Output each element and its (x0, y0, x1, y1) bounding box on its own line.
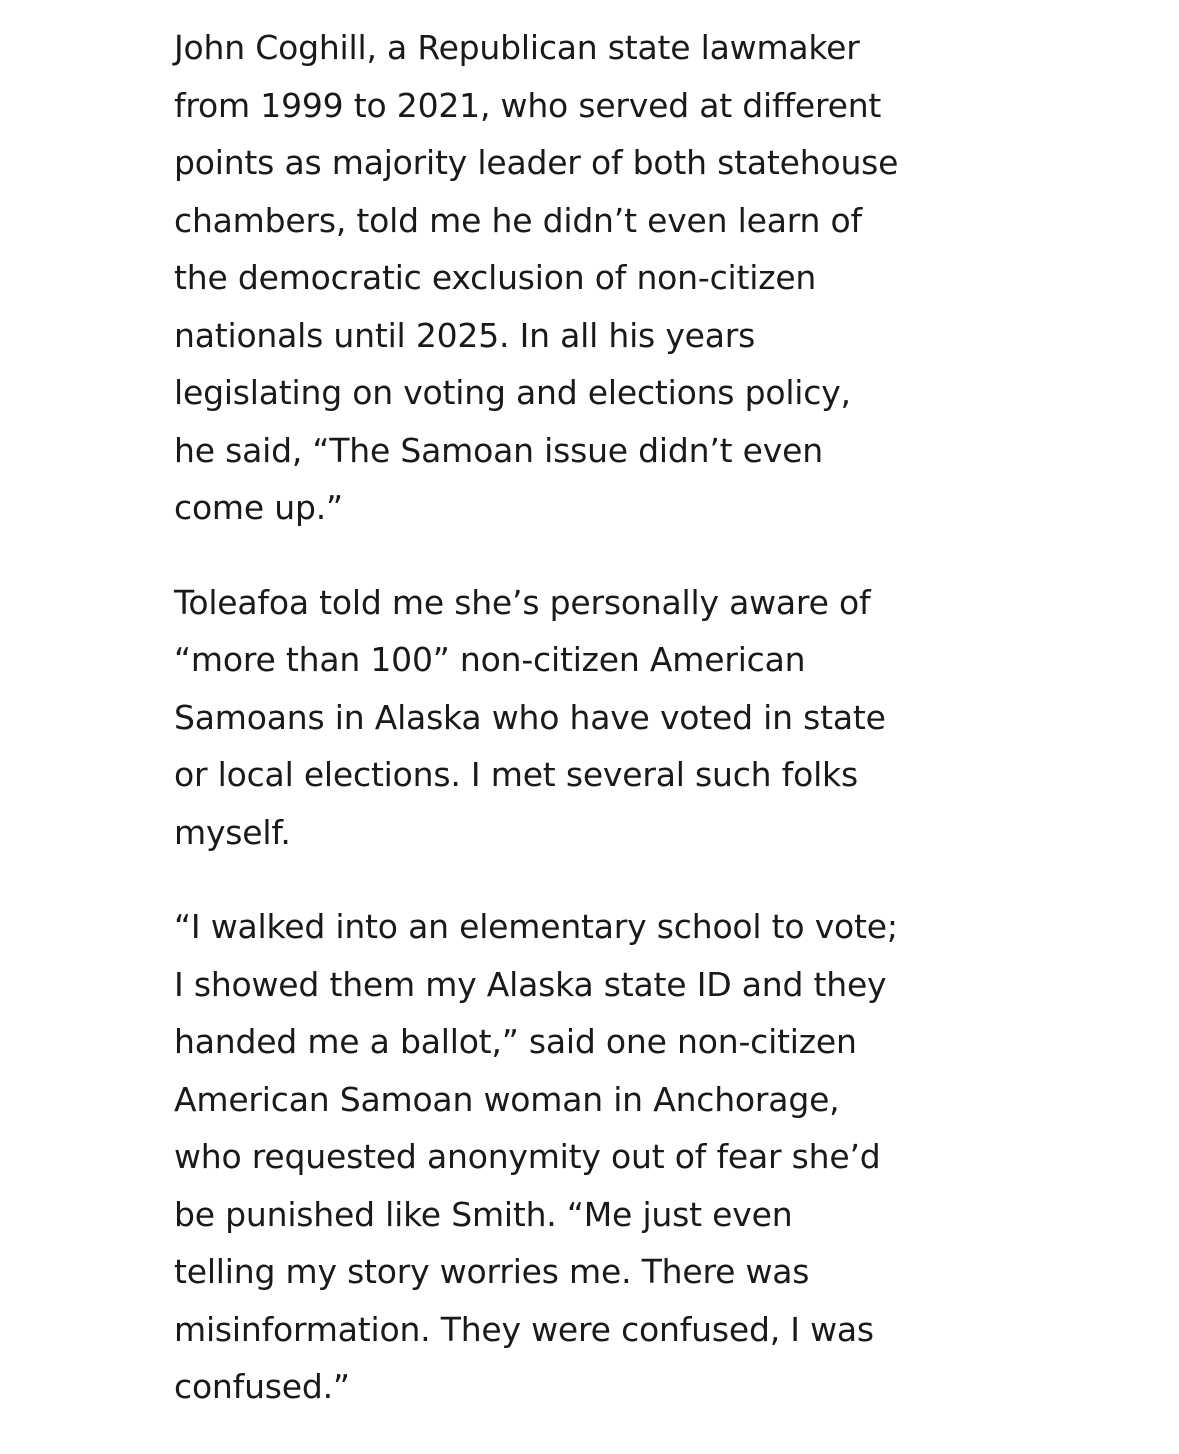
text-line: John Coghill, a Republican state lawmaker (174, 28, 860, 67)
text-line: chambers, told me he didn’t even learn of (174, 200, 862, 240)
text-line: “I walked into an elementary school to vote; (174, 907, 898, 946)
paragraph-quote-anchorage (174, 898, 954, 1416)
text-line: he said, “The Samoan issue didn’t even (174, 430, 823, 470)
text-line: from 1999 to 2021, who served at different (174, 85, 882, 125)
text-line: Samoans in Alaska who have voted in state (174, 697, 886, 737)
text-line: the democratic exclusion of non-citizen (174, 258, 817, 297)
text-line: myself. (174, 812, 291, 852)
article-body (174, 19, 954, 1416)
text-line: or local elections. I met several such folks (174, 755, 858, 794)
text-line: handed me a ballot,” said one non-citizen (174, 1022, 857, 1061)
paragraph-toleafoa (174, 574, 954, 862)
text-line: I showed them my Alaska state ID and they (174, 964, 887, 1004)
text-line: come up.” (174, 488, 343, 527)
text-line: be punished like Smith. “Me just even (174, 1194, 793, 1234)
text-line: “more than 100” non-citizen American (174, 640, 806, 679)
text-line: points as majority leader of both statehouse (174, 143, 899, 182)
paragraph-coghill (174, 19, 954, 537)
text-line: nationals until 2025. In all his years (174, 315, 756, 355)
text-line: Toleafoa told me she’s personally aware of (174, 582, 871, 622)
text-line: confused.” (174, 1367, 350, 1406)
text-line: legislating on voting and elections policy, (174, 373, 851, 412)
text-line: American Samoan woman in Anchorage, (174, 1079, 840, 1119)
text-line: misinformation. They were confused, I was (174, 1309, 874, 1349)
text-line: telling my story worries me. There was (174, 1252, 810, 1291)
text-line: who requested anonymity out of fear she’d (174, 1137, 881, 1176)
